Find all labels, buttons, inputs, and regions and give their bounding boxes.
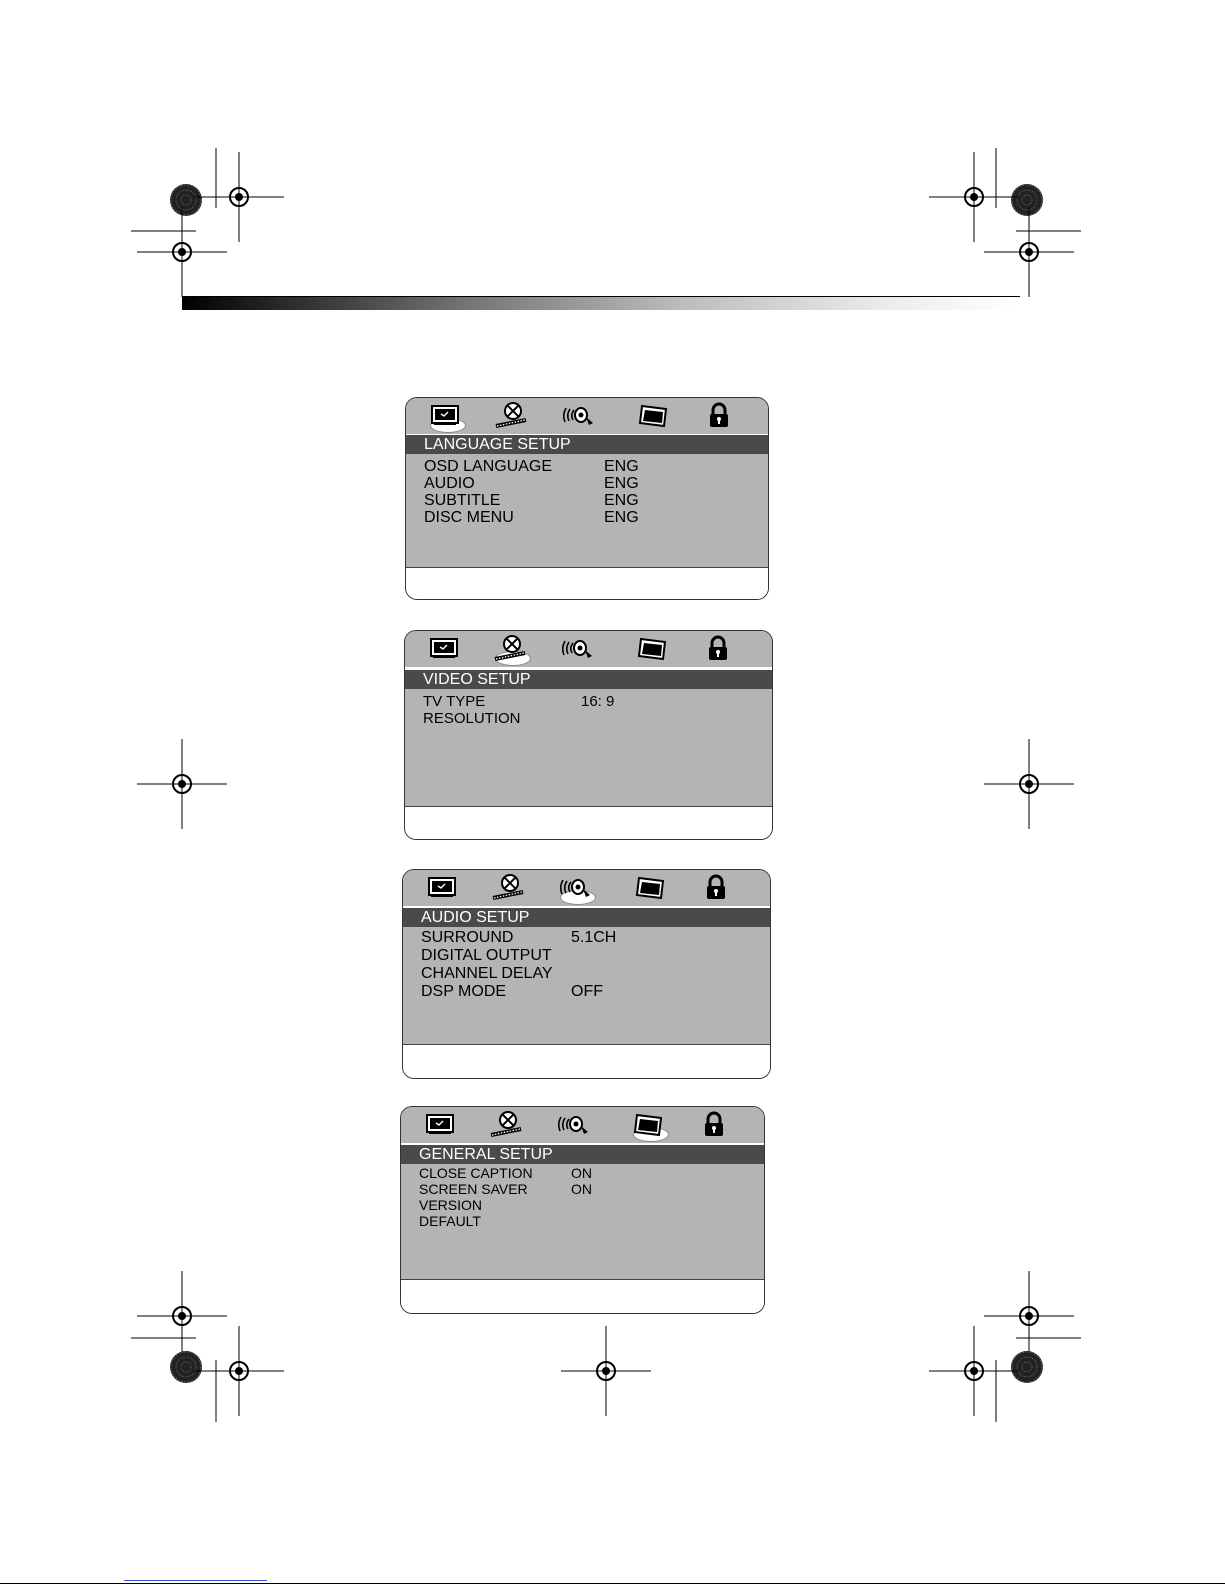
- setting-row[interactable]: [424, 509, 768, 526]
- setting-row[interactable]: [419, 1197, 764, 1213]
- tab-audio-speaker[interactable]: [560, 635, 594, 665]
- video-disc-icon: [494, 402, 528, 430]
- setting-row[interactable]: [421, 947, 770, 965]
- setting-label: SUBTITLE: [424, 492, 501, 509]
- audio-speaker-icon: [556, 1111, 590, 1139]
- setting-row[interactable]: [421, 965, 770, 983]
- general-screen-icon: [636, 402, 670, 430]
- setting-row[interactable]: [419, 1181, 764, 1197]
- setting-label: SCREEN SAVER: [419, 1181, 528, 1197]
- setting-label: AUDIO: [424, 475, 475, 492]
- setting-label: DSP MODE: [421, 983, 507, 1000]
- setting-row[interactable]: [424, 492, 768, 509]
- panel-footer: [406, 567, 768, 599]
- setup-panel-video: [404, 630, 773, 840]
- setting-label: RESOLUTION: [423, 710, 521, 727]
- setting-label: CHANNEL DELAY: [421, 965, 553, 982]
- tab-general-screen[interactable]: [636, 402, 670, 432]
- tv-setup-icon: [427, 635, 461, 663]
- audio-speaker-icon: [560, 635, 594, 663]
- tab-tv-setup[interactable]: [425, 874, 459, 904]
- setting-label: TV TYPE: [423, 693, 486, 710]
- setting-value: ENG: [604, 492, 639, 509]
- lock-icon: [701, 635, 735, 663]
- setting-label: DIGITAL OUTPUT: [421, 947, 552, 964]
- panel-footer: [403, 1044, 770, 1078]
- setting-row[interactable]: [419, 1213, 764, 1229]
- audio-speaker-icon: [558, 874, 592, 902]
- lock-icon: [697, 1111, 731, 1139]
- panel-title: VIDEO SETUP: [405, 670, 772, 689]
- general-screen-icon: [631, 1111, 665, 1139]
- setting-row[interactable]: [424, 475, 768, 492]
- tab-bar: [401, 1107, 764, 1143]
- tab-tv-setup[interactable]: [423, 1111, 457, 1141]
- panel-footer: [405, 806, 772, 839]
- tab-video-disc[interactable]: [493, 635, 527, 665]
- tab-lock[interactable]: [701, 635, 735, 665]
- setting-label: VERSION: [419, 1197, 483, 1213]
- setting-row[interactable]: [423, 710, 772, 727]
- tab-bar: [403, 870, 770, 906]
- tab-video-disc[interactable]: [489, 1111, 523, 1141]
- setting-row[interactable]: [419, 1165, 764, 1181]
- panel-title: GENERAL SETUP: [401, 1145, 764, 1164]
- tab-general-screen[interactable]: [631, 1111, 665, 1141]
- tab-bar: [405, 631, 772, 667]
- tab-tv-setup[interactable]: [428, 402, 462, 432]
- video-disc-icon: [489, 1111, 523, 1139]
- tab-general-screen[interactable]: [635, 635, 669, 665]
- general-screen-icon: [635, 635, 669, 663]
- setup-panel-audio: [402, 869, 771, 1079]
- video-disc-icon: [493, 635, 527, 663]
- tab-lock[interactable]: [697, 1111, 731, 1141]
- tv-setup-icon: [423, 1111, 457, 1139]
- setting-label: DEFAULT: [419, 1213, 481, 1229]
- setting-row[interactable]: [421, 983, 770, 1001]
- tv-setup-icon: [428, 402, 462, 430]
- audio-speaker-icon: [561, 402, 595, 430]
- setting-value: ENG: [604, 509, 639, 526]
- video-disc-icon: [491, 874, 525, 902]
- setting-label: OSD LANGUAGE: [424, 458, 553, 475]
- tab-general-screen[interactable]: [633, 874, 667, 904]
- setting-value: ENG: [604, 475, 639, 492]
- header-gradient-bar: [182, 297, 1020, 310]
- setup-panel-general: [400, 1106, 765, 1314]
- lock-icon: [699, 874, 733, 902]
- setting-value: 5.1CH: [571, 929, 617, 946]
- setting-value: ON: [571, 1181, 592, 1197]
- tab-video-disc[interactable]: [494, 402, 528, 432]
- tv-setup-icon: [425, 874, 459, 902]
- tab-tv-setup[interactable]: [427, 635, 461, 665]
- setting-row[interactable]: [424, 458, 768, 475]
- footer-rule: [0, 1583, 1225, 1584]
- tab-audio-speaker[interactable]: [558, 874, 592, 904]
- tab-bar: [406, 398, 768, 434]
- tab-audio-speaker[interactable]: [561, 402, 595, 432]
- setting-label: SURROUND: [421, 929, 514, 946]
- setting-label: DISC MENU: [424, 509, 514, 526]
- tab-lock[interactable]: [702, 402, 736, 432]
- lock-icon: [702, 402, 736, 430]
- tab-lock[interactable]: [699, 874, 733, 904]
- general-screen-icon: [633, 874, 667, 902]
- setting-row[interactable]: [421, 929, 770, 947]
- tab-audio-speaker[interactable]: [556, 1111, 590, 1141]
- setting-label: CLOSE CAPTION: [419, 1165, 533, 1181]
- setting-value: ENG: [604, 458, 639, 475]
- setting-value: ON: [571, 1165, 592, 1181]
- setting-row[interactable]: [423, 693, 772, 710]
- panel-footer: [401, 1279, 764, 1313]
- panel-title: LANGUAGE SETUP: [406, 435, 768, 454]
- footer-link-underline: [124, 1580, 267, 1581]
- setting-value: OFF: [571, 983, 603, 1000]
- setting-value: 16: 9: [581, 693, 615, 710]
- tab-video-disc[interactable]: [491, 874, 525, 904]
- setup-panel-language: [405, 397, 769, 600]
- panel-title: AUDIO SETUP: [403, 908, 770, 927]
